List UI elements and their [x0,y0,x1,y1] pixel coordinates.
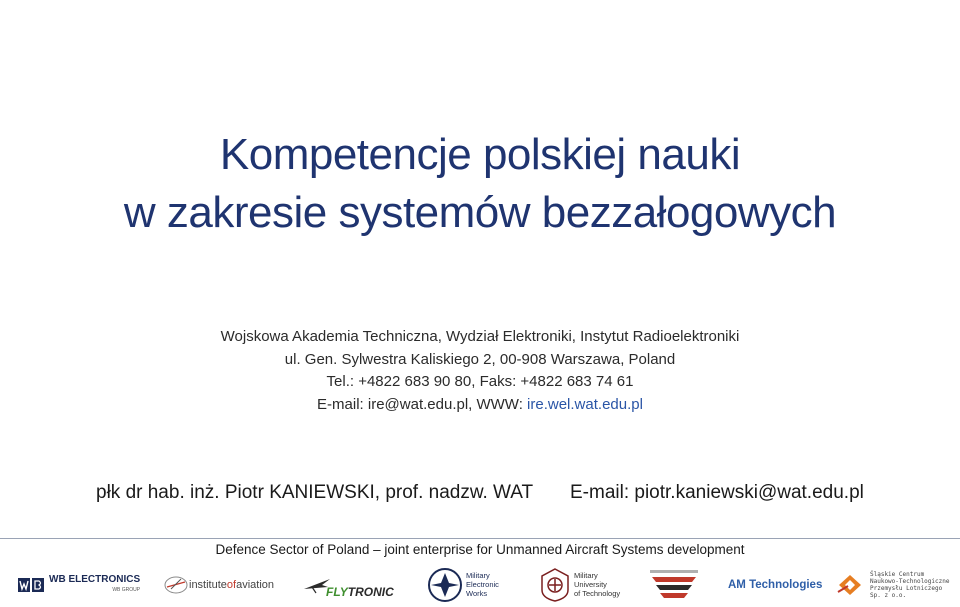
mew-emblem-icon [428,568,462,602]
aviation-logo-text-b: of [226,578,237,591]
mut-text-3: of Technology [574,589,621,598]
wb-emblem-icon [18,576,46,594]
mew-text-3: Works [466,589,488,598]
www-link[interactable]: ire.wel.wat.edu.pl [527,395,643,413]
striped-emblem-icon [648,568,700,602]
wb-electronics-logo [18,562,140,607]
address-line-3: Tel.: +4822 683 90 80, Faks: +4822 683 74 61 [326,373,634,390]
address-line-4 [0,394,960,417]
title-line-2: w zakresie systemów bezzałogowych [123,188,837,237]
sct-text-1: Śląskie Centrum [870,570,925,578]
aviation-logo-text-a: institute [189,578,227,591]
author-name: płk dr hab. inż. Piotr KANIEWSKI, prof. nadzw. WAT [96,482,534,503]
aviation-emblem-icon [163,575,189,595]
flag-emblem-logo [648,562,700,607]
mut-text-2: University [574,580,607,589]
address-line-2: ul. Gen. Sylwestra Kaliskiego 2, 00-908 Warszawa, Poland [284,350,676,368]
mut-crest-icon [540,568,570,602]
wb-logo-subtext: WB GROUP [112,586,141,593]
slide-title [0,126,960,242]
am-technologies-logo [728,562,822,607]
email-prefix: E-mail: ire@wat.edu.pl, WWW: [317,395,528,413]
flytronic-logo [302,562,394,607]
partner-logos [0,562,960,607]
footer-text: Defence Sector of Poland – joint enterprise for Unmanned Aircraft Systems development [215,542,745,557]
mut-text-1: Military [574,571,598,580]
sct-emblem-icon [836,572,864,598]
sct-text-4: Sp. z o.o. [870,591,907,599]
aviation-logo-text-c: aviation [236,578,275,591]
author-email[interactable]: E-mail: piotr.kaniewski@wat.edu.pl [570,482,864,503]
mew-text-2: Electronic [466,580,499,589]
am-technologies-text: AM Technologies [728,578,823,591]
institute-of-aviation-logo [163,562,274,607]
sct-text-3: Przemysłu Lotniczego [870,584,943,592]
military-university-logo [540,562,620,607]
institution-address [0,326,960,416]
slaskie-centrum-logo [836,562,949,607]
mew-text-1: Military [466,571,490,580]
title-line-1: Kompetencje polskiej nauki [219,130,741,179]
military-electronic-works-logo [428,562,499,607]
wb-logo-text: WB ELECTRONICS [49,573,141,585]
flytronic-text-a: FLY [326,584,348,599]
sct-text-2: Naukowo-Technologiczne [870,577,950,585]
flytronic-text-b: TRONIC [347,584,394,599]
address-line-1: Wojskowa Akademia Techniczna, Wydział Elektroniki, Instytut Radioelektroniki [220,328,740,345]
